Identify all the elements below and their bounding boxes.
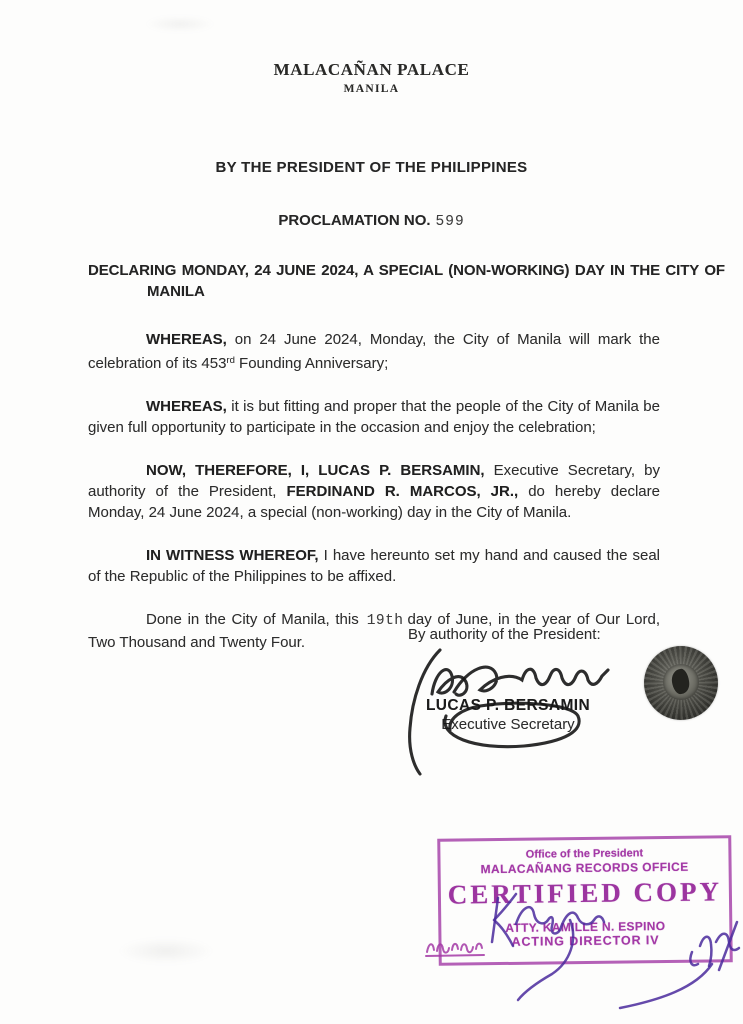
witness-paragraph: [88, 545, 660, 587]
document-body: [88, 260, 725, 675]
witness-lead: IN WITNESS WHEREOF,: [146, 547, 319, 564]
whereas-1-text: on 24 June 2024, Monday, the City of Manila will mark the celebration of its 453: [88, 331, 660, 372]
scan-smudge: [118, 938, 214, 964]
ordinal-suffix: rd: [226, 355, 235, 366]
stamp-certified-line: CERTIFIED COPY: [447, 876, 723, 910]
whereas-1-lead: WHEREAS,: [146, 331, 227, 348]
whereas-1-text-end: Founding Anniversary;: [234, 355, 389, 372]
done-text-end: day of June, in the year of Our Lord, Two Thousand and Twenty Four.: [88, 611, 661, 651]
stamp-attorney-line: ATTY. KAMILLE N. ESPINO: [505, 919, 666, 935]
signature-block: [398, 626, 618, 733]
done-text-start: Done in the City of Manila, this: [146, 611, 359, 628]
witness-text: I have hereunto set my hand and caused the seal of the Republic of the Philippines to be affixed.: [88, 547, 660, 585]
stamp-position-line: ACTING DIRECTOR IV: [511, 933, 660, 949]
proclamation-line: [0, 212, 743, 230]
certified-copy-stamp: [437, 835, 733, 966]
letterhead-city: MANILA: [343, 83, 400, 95]
proclamation-label: PROCLAMATION NO.: [278, 212, 431, 229]
now-therefore-lead: NOW, THEREFORE, I, LUCAS P. BERSAMIN,: [146, 462, 485, 479]
now-therefore-paragraph: [88, 460, 660, 523]
seal-eagle-figure: [670, 668, 690, 695]
seal-center: [663, 664, 699, 700]
whereas-paragraph-1: [88, 329, 660, 374]
whereas-2-text: it is but fitting and proper that the people of the City of Manila be given full opportunity to participate in the occasion and enjoy the celebration;: [88, 398, 660, 436]
signer-name: LUCAS P. BERSAMIN: [425, 697, 591, 714]
scan-smudge: [145, 16, 215, 32]
whereas-2-lead: WHEREAS,: [146, 398, 227, 415]
letterhead: [0, 60, 743, 95]
whereas-paragraph-2: [88, 396, 660, 438]
proclamation-number: 599: [435, 214, 465, 230]
authority-line: BY THE PRESIDENT OF THE PHILIPPINES: [215, 159, 528, 176]
now-therefore-tail: do hereby declare Monday, 24 June 2024, a special (non-working) day in the City of Manila.: [88, 483, 660, 521]
stamp-records-line: MALACAÑANG RECORDS OFFICE: [480, 859, 689, 877]
proclamation-title: DECLARING MONDAY, 24 JUNE 2024, A SPECIAL (NON-WORKING) DAY IN THE CITY OF MANILA: [88, 262, 725, 300]
stamp-office-line: Office of the President: [525, 847, 644, 861]
done-day-typed: 19th: [366, 613, 404, 629]
by-authority-line: By authority of the President:: [408, 626, 601, 643]
president-name: FERDINAND R. MARCOS, JR.,: [286, 483, 519, 500]
presidential-seal: [644, 646, 718, 720]
now-therefore-mid: Executive Secretary, by authority of the President,: [88, 462, 660, 500]
letterhead-palace: MALACAÑAN PALACE: [273, 60, 470, 79]
signer-title: Executive Secretary: [441, 716, 575, 733]
